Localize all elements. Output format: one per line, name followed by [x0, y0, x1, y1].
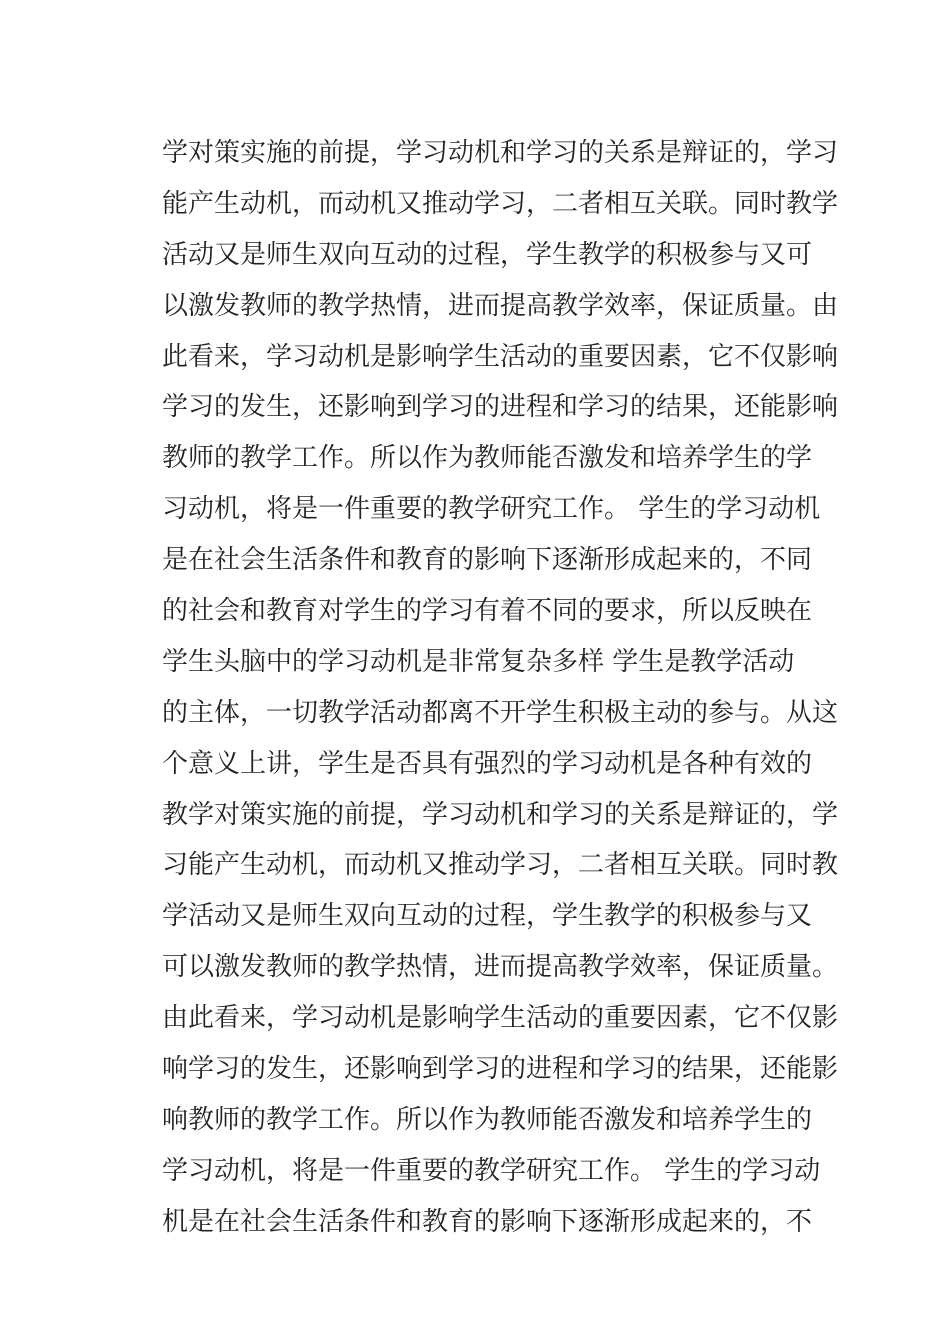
text-line-18: 由此看来，学习动机是影响学生活动的重要因素，它不仅影 — [162, 1003, 839, 1034]
text-line-10: 的社会和教育对学生的学习有着不同的要求，所以反映在 — [162, 596, 813, 627]
text-line-9: 是在社会生活条件和教育的影响下逐渐形成起来的，不同 — [162, 545, 813, 576]
text-line-4: 以激发教师的教学热情，进而提高教学效率，保证质量。由 — [162, 290, 839, 321]
body-text — [162, 128, 839, 1248]
text-line-3: 活动又是师生双向互动的过程，学生教学的积极参与又可 — [162, 239, 813, 270]
text-line-13: 个意义上讲，学生是否具有强烈的学习动机是各种有效的 — [162, 748, 813, 779]
text-line-7: 教师的教学工作。所以作为教师能否激发和培养学生的学 — [162, 443, 813, 474]
text-line-19: 响学习的发生，还影响到学习的进程和学习的结果，还能影 — [162, 1054, 839, 1085]
text-line-11: 学生头脑中的学习动机是非常复杂多样 学生是教学活动 — [162, 646, 795, 677]
text-line-16: 学活动又是师生双向互动的过程，学生教学的积极参与又 — [162, 901, 813, 932]
text-line-21: 学习动机，将是一件重要的教学研究工作。 学生的学习动 — [162, 1155, 821, 1186]
text-line-2: 能产生动机，而动机又推动学习，二者相互关联。同时教学 — [162, 188, 839, 219]
text-line-20: 响教师的教学工作。所以作为教师能否激发和培养学生的 — [162, 1104, 813, 1135]
text-line-15: 习能产生动机，而动机又推动学习，二者相互关联。同时教 — [162, 850, 839, 881]
text-line-8: 习动机，将是一件重要的教学研究工作。 学生的学习动机 — [162, 494, 821, 525]
text-line-5: 此看来，学习动机是影响学生活动的重要因素，它不仅影响 — [162, 341, 839, 372]
text-line-1: 学对策实施的前提，学习动机和学习的关系是辩证的，学习 — [162, 138, 839, 168]
text-line-6: 学习的发生，还影响到学习的进程和学习的结果，还能影响 — [162, 392, 839, 423]
text-line-12: 的主体，一切教学活动都离不开学生积极主动的参与。从这 — [162, 697, 839, 728]
text-line-22: 机是在社会生活条件和教育的影响下逐渐形成起来的，不 — [162, 1206, 813, 1237]
text-line-17: 可以激发教师的教学热情，进而提高教学效率，保证质量。 — [162, 952, 839, 983]
text-line-14: 教学对策实施的前提，学习动机和学习的关系是辩证的，学 — [162, 799, 839, 830]
